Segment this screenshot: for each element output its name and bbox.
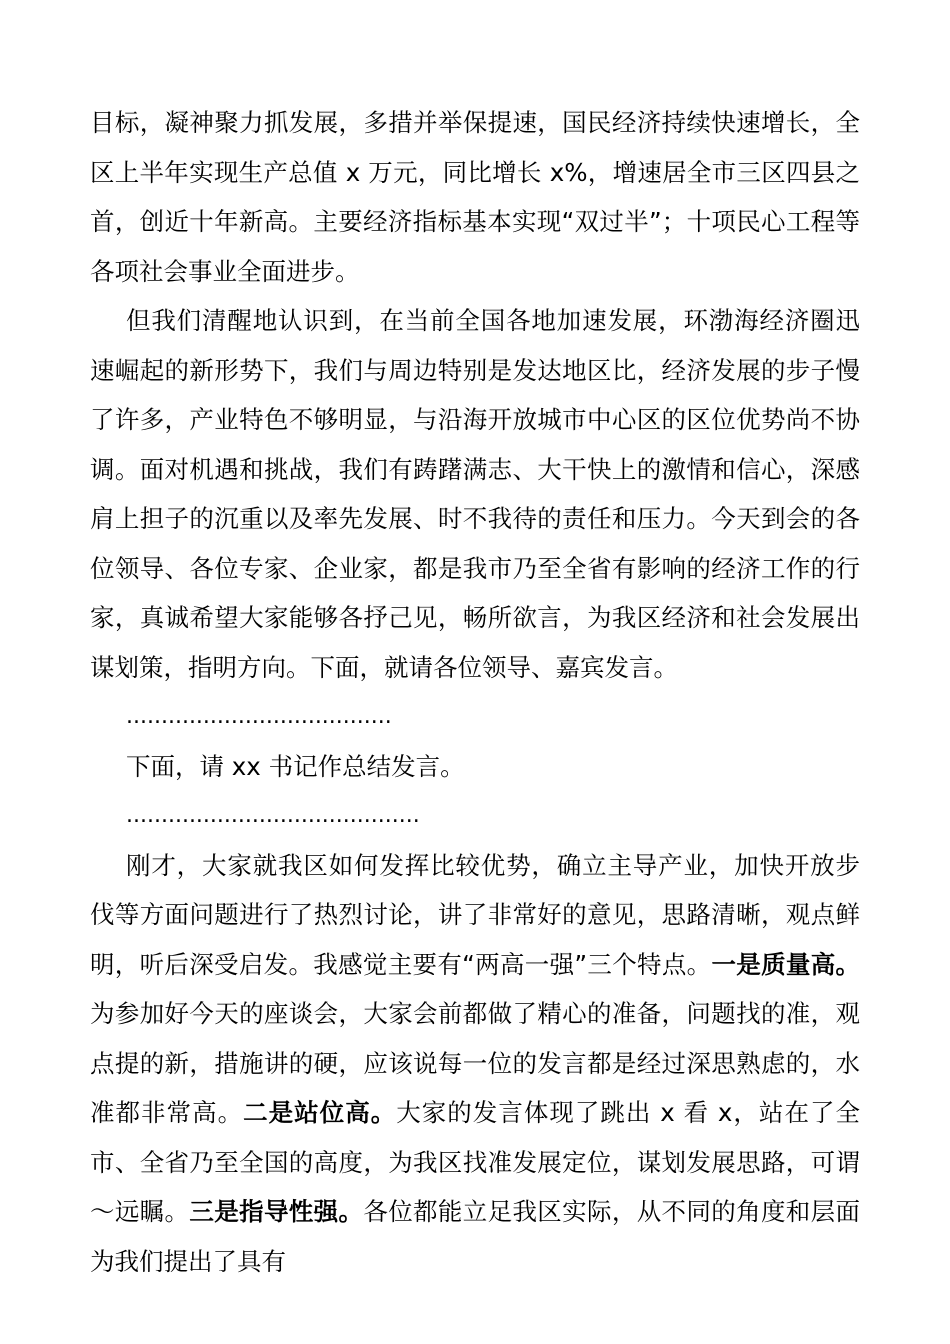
point-two-heading: 二是站位高。 — [243, 1098, 397, 1127]
point-three-text: 各位都能立足我区实际，从不同的角度和层面为我们提出了具有 — [90, 1197, 861, 1276]
point-one-text: 为参加好今天的座谈会，大家会前都做了精心的准备，问题找的准，观点提的新，措施讲的硬，应该说每一位的发言都是经过深思熟虑的，水准都非常高。 — [90, 999, 860, 1127]
paragraph-challenges: 但我们清醒地认识到，在当前全国各地加速发展，环渤海经济圈迅速崛起的新形势下，我们与周边特别是发达地区比，经济发展的步子慢了许多，产业特色不够明显，与沿海开放城市中心区的区位优势尚不协调。面对机遇和挑战，我们有踌躇满志、大干快上的激情和信心，深感肩上担子的沉重以及率先发展、时不我待的责任和压力。今天到会的各位领导、各位专家、企业家，都是我市乃至全省有影响的经济工作的行家，真诚希望大家能够各抒己见，畅所欲言，为我区经济和社会发展出谋划策，指明方向。下面，就请各位领导、嘉宾发言。 — [90, 306, 860, 682]
ellipsis-separator-1: ...................................... — [126, 704, 392, 729]
point-one-heading: 一是质量高。 — [711, 949, 861, 979]
ellipsis-separator-2: .......................................... — [126, 803, 420, 828]
point-two-text: 大家的发言体现了跳出 x 看 x，站在了全市、全省乃至全国的高度，为我区找准发展定位，谋划发展思路，可谓～远瞩。 — [90, 1098, 860, 1226]
paragraph-discussion-review — [90, 841, 860, 1287]
review-intro-text: 刚才，大家就我区如何发挥比较优势，确立主导产业，加快开放步伐等方面问题进行了热烈讨论，讲了非常好的意见，思路清晰，观点鲜明，听后深受启发。我感觉主要有“两高一强”三个特点。 — [90, 850, 860, 979]
point-three-heading: 三是指导性强。 — [189, 1197, 364, 1226]
document-body — [90, 98, 860, 1286]
paragraph-economic-summary: 目标，凝神聚力抓发展，多措并举保提速，国民经济持续快速增长，全区上半年实现生产总值 x 万元，同比增长 x%，增速居全市三区四县之首，创近十年新高。主要经济指标基本实现“双过半”；十项民心工程等各项社会事业全面进步。 — [90, 108, 860, 286]
paragraph-invite-summary: 下面，请 xx 书记作总结发言。 — [126, 751, 465, 781]
